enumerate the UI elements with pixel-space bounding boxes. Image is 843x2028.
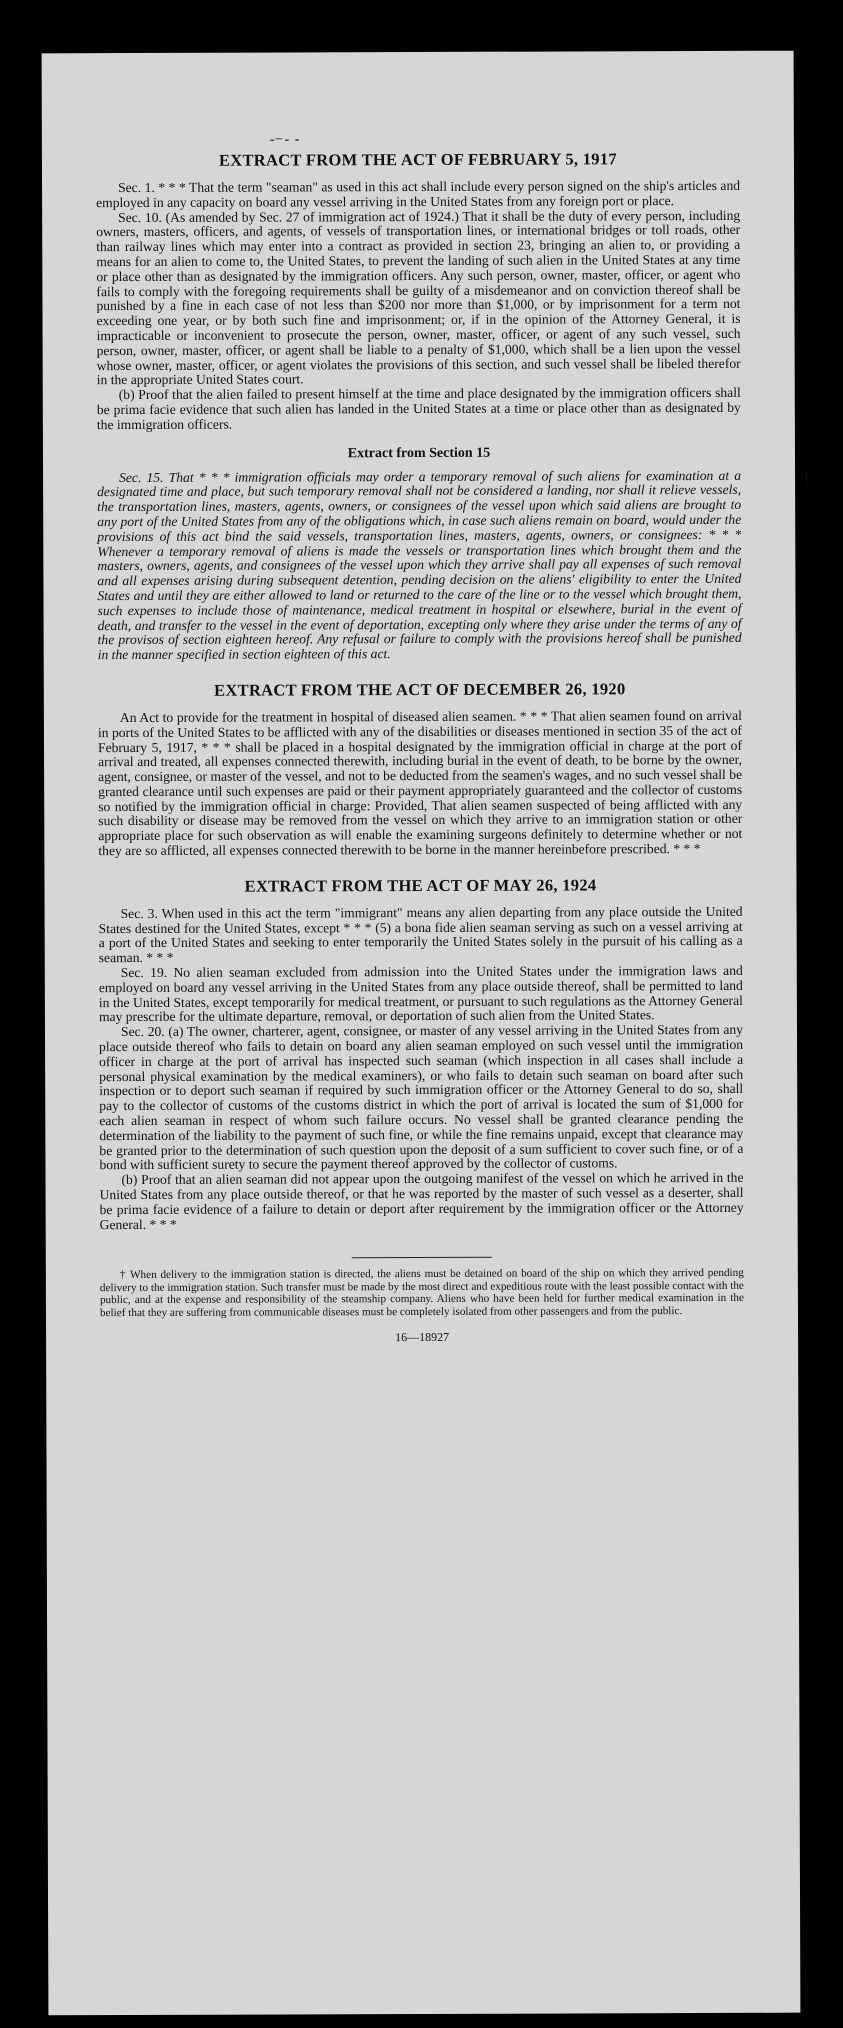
footnote-divider xyxy=(352,1257,492,1258)
paragraph-sec-3: Sec. 3. When used in this act the term "immigrant" means any alien departing from any place outside the United States destined for the United States, except * * * (5) a bona fide alien seaman serving as such on a vessel arriving at a port of the United States and seeking to enter temporarily the United States solely in the pursuit of his calling as a seaman. * * * xyxy=(98,903,743,966)
document-page xyxy=(42,51,810,2016)
paragraph-sec-15: Sec. 15. That * * * immigration officials may order a temporary removal of such aliens for examination at a designated time and place, but such temporary removal shall not be considered a landing, nor shall it relieve vessels, the transportation lines, masters, agents, owners, or consignees of the vessel upon which said aliens are brought to any port of the United States from any of the obligations which, in case such aliens remain on board, would under the provisions of this act bind the said vessels, transportation lines, masters, agents, owners, or consignees: * * * Whenever a temporary removal of aliens is made the vessels or transportation lines which brought them and the masters, owners, agents, and consignees of the vessel upon which they arrive shall pay all expenses of such removal and all expenses arising during subsequent detention, pending decision on the aliens' eligibility to enter the United States and until they are either allowed to land or returned to the care of the line or to the vessel which brought them, such expenses to include those of maintenance, medical treatment in hospital or elsewhere, burial in the event of death, and transfer to the vessel in the event of deportation, excepting only where they arise under the terms of any of the provisos of section eighteen hereof. Any refusal or failure to comply with the provisions hereof shall be punished in the manner specified in section eighteen of this act. xyxy=(97,467,742,663)
top-mark: - ̶ - - xyxy=(269,132,301,148)
paragraph-sec-19: Sec. 19. No alien seaman excluded from admission into the United States under the immigration laws and employed on board any vessel arriving in the United States from any place outside thereof, shall be permitted to land in the United States, except temporarily for medical treatment, or pursuant to such regulations as the Attorney General may prescribe for the ultimate departure, removal, or deportation of such alien from the United States. xyxy=(98,962,743,1025)
paragraph-act-1920: An Act to provide for the treatment in hospital of diseased alien seamen. * * * That alien seamen found on arrival in ports of the United States to be afflicted with any of the disabilities or diseases mentioned in section 35 of the act of February 5, 1917, * * * shall be placed in a hospital designated by the immigration official in charge at the port of arrival and treated, all expenses connected therewith, including burial in the event of death, to be borne by the owner, agent, consignee, or master of the vessel, and not to be deducted from the seamen's wages, and no such vessel shall be granted clearance until such expenses are paid or their payment appropriately guaranteed and the collector of customs so notified by the immigration official in charge: Provided, That alien seamen suspected of being afflicted with any such disability or disease may be removed from the vessel on which they arrive to an immigration station or other appropriate place for such observation as will enable the examining surgeons definitely to determine whether or not they are so afflicted, all expenses connected therewith to be borne in the manner hereinbefore prescribed. * * * xyxy=(97,707,743,859)
side-mark: ! xyxy=(803,470,810,488)
paragraph-sec-10: Sec. 10. (As amended by Sec. 27 of immigration act of 1924.) That it shall be the duty of every person, including owners, masters, officers, and agents, of vessels of transportation lines, or international bridges or toll roads, other than railway lines which may enter into a contract as provided in section 23, bringing an alien to, or providing a means for an alien to come to, the United States, to prevent the landing of such alien in the United States at any time or place other than as designated by the immigration officers. Any such person, owner, master, officer, or agent who fails to comply with the foregoing requirements shall be guilty of a misdemeanor and on conviction thereof shall be punished by a fine in each case of not less than $200 nor more than $1,000, or by imprisonment for a term not exceeding one year, or by both such fine and imprisonment; or, if in the opinion of the Attorney General, it is impracticable or inconvenient to prosecute the person, owner, master, officer, or agent of any such vessel, such person, owner, master, officer, or agent shall be liable to a penalty of $1,000, which shall be a lien upon the vessel whose owner, master, officer, or agent violates the provisions of this section, and such vessel shall be libeled therefor in the appropriate United States court. xyxy=(96,207,741,388)
heading-act-1920: EXTRACT FROM THE ACT OF DECEMBER 26, 1920 xyxy=(214,679,626,700)
heading-act-1917: EXTRACT FROM THE ACT OF FEBRUARY 5, 1917 xyxy=(218,149,617,170)
paragraph-sec-20a: Sec. 20. (a) The owner, charterer, agent, consignee, or master of any vessel arriving in the United States from any place outside thereof who fails to detain on board any alien seaman employed on such vessel until the immigration officer in charge at the port of arrival has inspected such seaman (which inspection in all cases shall include a personal physical examination by the medical examiners), or who fails to detain such seaman on board after such inspection or to deport such seaman if required by such immigration officer or the Attorney General to do so, shall pay to the collector of customs of the customs district in which the port of arrival is located the sum of $1,000 for each alien seaman in respect of whom such failure occurs. No vessel shall be granted clearance pending the determination of the liability to the payment of such fine, or while the fine remains unpaid, except that clearance may be granted prior to the determination of such question upon the deposit of a sum sufficient to cover such fine, or of a bond with sufficient surety to secure the payment thereof approved by the collector of customs. xyxy=(99,1022,744,1173)
paragraph-sec-20b: (b) Proof that an alien seaman did not appear upon the outgoing manifest of the vessel on which he arrived in the United States from any place outside thereof, or that he was reported by the master of such vessel as a deserter, shall be prima facie evidence of a failure to detain or deport after requirement by the immigration officer or the Attorney General. * * * xyxy=(99,1170,744,1232)
print-code: 16—18927 xyxy=(395,1329,450,1345)
paragraph-sec-10b: (b) Proof that the alien failed to present himself at the time and place designated by the immigration officers shall be prima facie evidence that such alien has landed in the United States at a time or place other than as designated by the immigration officers. xyxy=(96,385,741,432)
heading-section-15: Extract from Section 15 xyxy=(347,445,491,461)
heading-act-1924: EXTRACT FROM THE ACT OF MAY 26, 1924 xyxy=(244,875,597,896)
paragraph-sec-1: Sec. 1. * * * That the term "seaman" as used in this act shall include every person signed on the ship's articles and employed in any capacity on board any vessel arriving in the United States from any foreign port or place. xyxy=(96,177,741,210)
footnote: † When delivery to the immigration station is directed, the aliens must be detained on board of the ship on which they arrived pending delivery to the immigration station. Such transfer must be made by the most direct and expeditious route with the least possible contact with the public, and at the expense and responsibility of the steamship company. Aliens who have been held for further medical examination in the belief that they are suffering from communicable diseases must be completely isolated from other passengers and from the public. xyxy=(99,1267,744,1319)
